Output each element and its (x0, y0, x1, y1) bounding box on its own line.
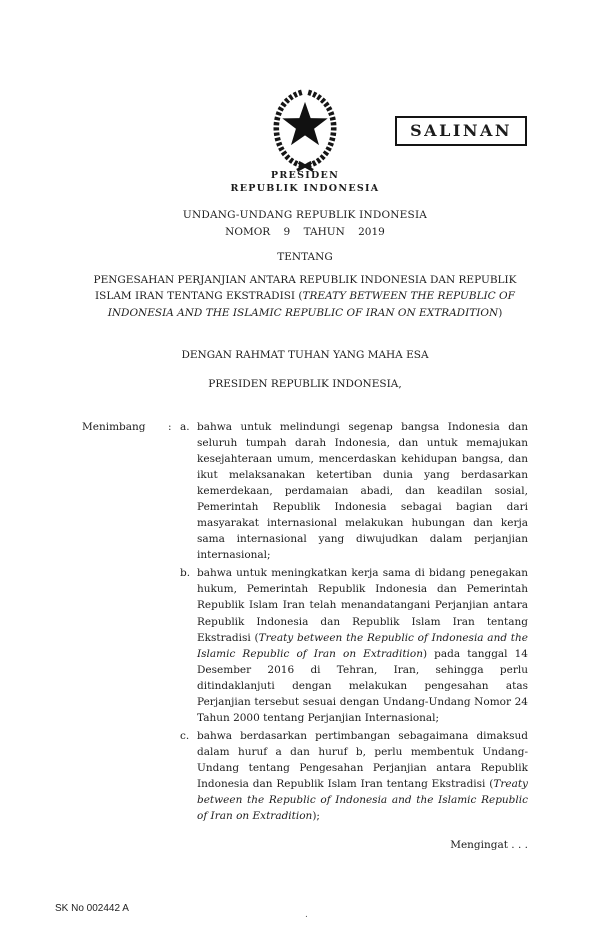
page-continuation-marker: Mengingat . . . (450, 839, 528, 852)
item-letter: b. (180, 567, 191, 580)
authority-line: PRESIDEN REPUBLIK INDONESIA, (208, 377, 402, 390)
consideration-item-c (180, 728, 528, 824)
consideration-item-b (180, 565, 528, 726)
invocation-line: DENGAN RAHMAT TUHAN YANG MAHA ESA (181, 348, 429, 361)
presidential-seal-icon (265, 86, 345, 172)
law-number: NOMOR 9 TAHUN 2019 (225, 226, 385, 238)
law-subject (79, 272, 531, 321)
item-text (197, 419, 528, 564)
page-mark: . (305, 910, 308, 920)
consideration-item-a (180, 419, 528, 564)
law-title: UNDANG-UNDANG REPUBLIK INDONESIA (182, 209, 428, 221)
subject-segment-close: ) (498, 306, 503, 319)
tentang-label: TENTANG (277, 251, 333, 263)
item-text (197, 565, 528, 726)
subject-treaty-name: TREATY BETWEEN THE REPUBLIC OF INDONESIA AND THE ISLAMIC REPUBLIC OF IRAN ON EXTRADITION (107, 290, 515, 319)
item-c-treaty-name: Treaty between the Republic of Indonesia and the Islamic Republic of Iran on Extradition (197, 778, 528, 823)
sk-number: SK No 002442 A (55, 903, 129, 914)
item-a-text: bahwa untuk melindungi segenap bangsa Indonesia dan seluruh tumpah darah Indonesia, dan untuk memajukan kesejahteraan umum, mencerdaskan kehidupan bangsa, dan ikut melaksanakan ketertiban dunia yang berdasarkan kemerdekaan, perdamaian abadi, dan keadilan sosial, Pemerintah Republik Indonesia sebagai bagian dari masyarakat internasional melakukan hubungan dan kerja sama internasional yang diwujudkan dalam perjanjian internasional; (197, 420, 528, 562)
item-b-treaty-name: Treaty between the Republic of Indonesia and the Islamic Republic of Iran on Extradition (197, 631, 528, 660)
org-republik-indonesia: REPUBLIK INDONESIA (230, 183, 380, 194)
menimbang-label: Menimbang (82, 420, 146, 433)
menimbang-items (180, 419, 528, 827)
item-letter: a. (180, 420, 190, 433)
subject-segment: PENGESAHAN PERJANJIAN ANTARA REPUBLIK INDONESIA DAN REPUBLIK ISLAM IRAN TENTANG EKSTRADISI ( (93, 274, 517, 303)
item-b-text-1: bahwa untuk meningkatkan kerja sama di bidang penegakan hukum, Pemerintah Republik Indonesia dan Pemerintah Republik Islam Iran telah menandatangani Perjanjian antara Republik Indonesia dan Republik Islam Iran tentang Ekstradisi ( (197, 567, 528, 644)
item-text (197, 728, 528, 824)
menimbang-section (82, 419, 528, 827)
org-presiden: PRESIDEN (270, 170, 340, 181)
item-c-text-2: ); (312, 810, 320, 823)
menimbang-colon: : (168, 420, 172, 433)
item-letter: c. (180, 729, 190, 742)
item-b-text-2: ) pada tanggal 14 Desember 2016 di Tehran, Iran, sehingga perlu ditindaklanjuti dengan melakukan pengesahan atas Perjanjian tersebut sesuai dengan Undang-Undang Nomor 24 Tahun 2000 tentang Perjanjian Internasional; (197, 647, 528, 724)
item-c-text-1: bahwa berdasarkan pertimbangan sebagaimana dimaksud dalam huruf a dan huruf b, perlu membentuk Undang-Undang tentang Pengesahan Perjanjian antara Republik Indonesia dan Republik Islam Iran tentang Ekstradisi ( (197, 729, 528, 791)
salinan-stamp: SALINAN (395, 116, 527, 146)
